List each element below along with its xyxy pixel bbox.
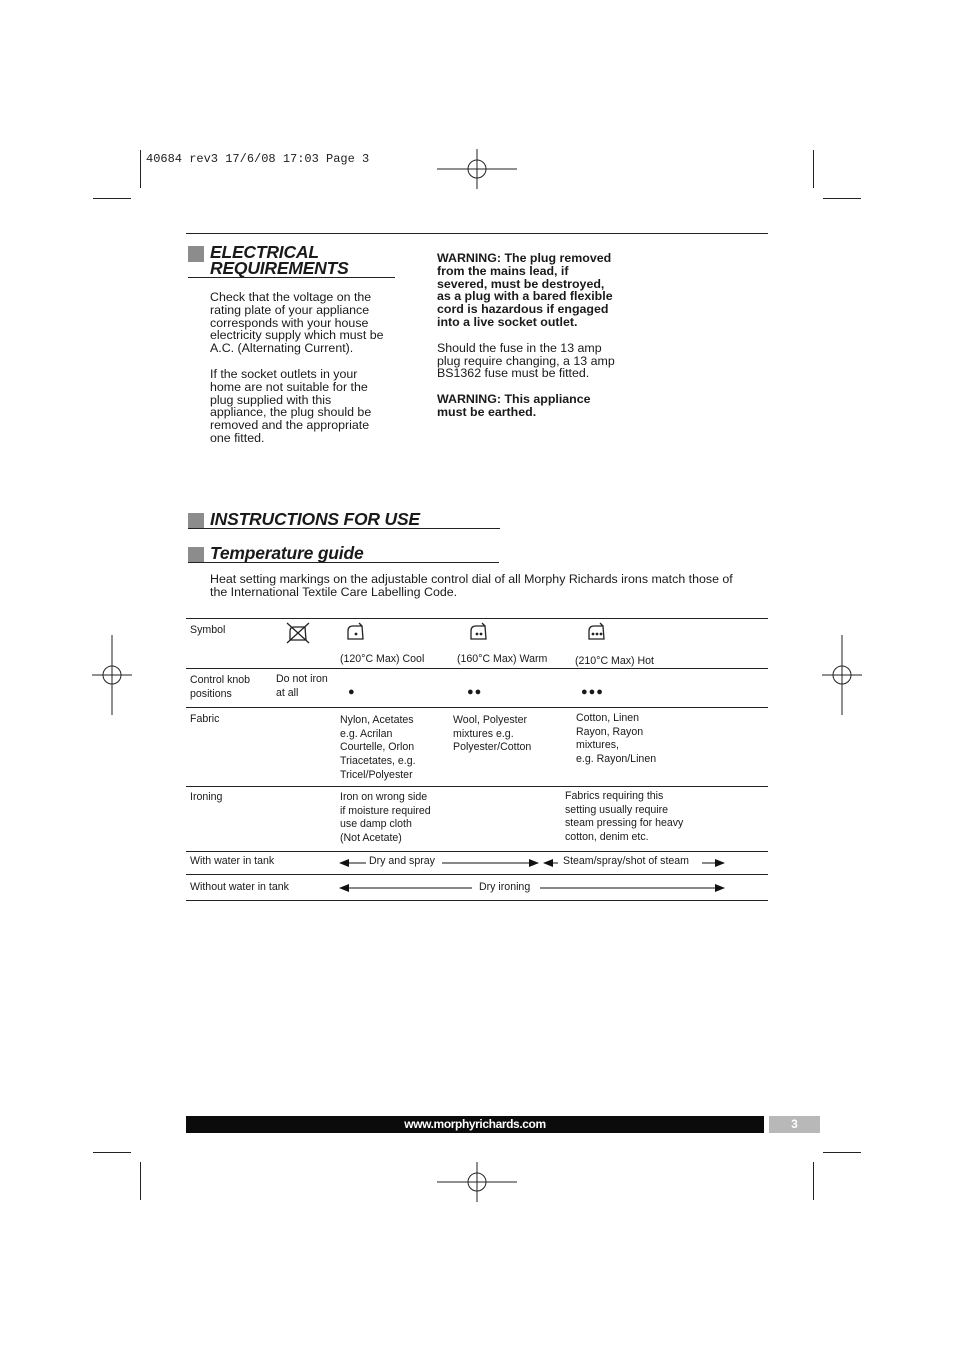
table-row [186,619,768,669]
electrical-heading [188,244,349,276]
fabric-warm: Wool, Polyester mixtures e.g. Polyester/Cotton [453,714,532,754]
registration-mark-icon [802,635,882,715]
heading-underline [188,277,395,278]
heading-square-icon [188,246,204,262]
table-row [186,852,768,875]
fabric-cool: Nylon, Acetates e.g. Acrilan Courtelle, Orlon Triacetates, e.g. Tricel/Polyester [340,714,416,781]
row-label: Ironing [190,791,223,804]
temp-caption: (210°C Max) Hot [575,654,655,667]
fuse-paragraph: Should the fuse in the 13 amp plug require changing, a 13 amp BS1362 fuse must be fitted. [437,340,615,381]
ironing-hot: Fabrics requiring this setting usually require steam pressing for heavy cotton, denim etc. [565,790,684,843]
temp-caption: (120°C Max) Cool [340,652,425,665]
row-label: Control knob positions [190,674,251,700]
row-label: Without water in tank [190,881,289,894]
knob-position-dots: ●●● [581,686,604,699]
crop-mark [823,1152,861,1153]
heading-line: INSTRUCTIONS FOR USE [210,509,420,529]
registration-mark-icon [437,1142,517,1222]
fabric-hot: Cotton, Linen Rayon, Rayon mixtures, e.g. Rayon/Linen [576,712,657,765]
heading-underline [188,528,500,529]
crop-mark [140,1162,141,1200]
earthed-warning: WARNING: This appliance must be earthed. [437,392,591,419]
do-not-iron-icon [286,621,310,645]
top-rule [186,233,768,234]
voltage-paragraph: Check that the voltage on the rating plate of your appliance corresponds with your house electricity supply which must be A.C. (Alternating Current). [210,290,384,356]
table-row [186,708,768,787]
table-row [186,669,768,708]
page-number: 3 [769,1116,820,1133]
row-label: Symbol [190,624,226,636]
knob-position-dots: ●● [467,686,483,699]
table-row [186,875,768,901]
electrical-body-left [210,291,400,458]
heading-line: Temperature guide [210,543,364,563]
temperature-guide-table [186,618,768,901]
dry-and-spray-label: Dry and spray [369,855,435,868]
crop-mark [93,198,131,199]
socket-paragraph: If the socket outlets in your home are not suitable for the plug supplied with this appliance, the plug should be removed and the appropriate one fitted. [210,366,372,445]
temperature-guide-heading [188,545,364,563]
iron-two-dots-icon [467,621,491,643]
row-label: Fabric [190,713,220,726]
range-arrows-icon [336,875,768,901]
row-label: With water in tank [190,855,275,868]
crop-mark [823,198,861,199]
heading-square-icon [188,513,204,529]
electrical-body-right [437,252,637,432]
crop-mark [140,150,141,188]
print-slug: 40684 rev3 17/6/08 17:03 Page 3 [146,152,370,166]
crop-mark [813,1162,814,1200]
temperature-intro: Heat setting markings on the adjustable control dial of all Morphy Richards irons match those of the International Textile Care Labelling Code. [210,572,733,599]
instructions-heading [188,511,420,529]
website-url: www.morphyrichards.com [404,1117,546,1131]
heading-underline [188,562,499,563]
ironing-cool: Iron on wrong side if moisture required use damp cloth (Not Acetate) [340,791,431,844]
plug-warning: WARNING: The plug removed from the mains lead, if severed, must be destroyed, as a plug with a bared flexible cord is hazardous if engaged into a live socket outlet. [437,251,613,329]
table-row [186,787,768,852]
crop-mark [813,150,814,188]
registration-mark-icon [72,635,152,715]
iron-one-dot-icon [344,621,368,643]
knob-position-dots: ● [348,686,356,699]
heading-line: REQUIREMENTS [210,258,349,278]
dry-ironing-label: Dry ironing [479,881,531,894]
iron-three-dots-icon [585,621,609,643]
heading-line: ELECTRICAL [210,242,319,262]
steam-spray-label: Steam/spray/shot of steam [563,855,690,868]
registration-mark-icon [437,129,517,209]
crop-mark [93,1152,131,1153]
temp-caption: (160°C Max) Warm [457,652,548,665]
do-not-iron-text: Do not iron at all [276,673,328,699]
heading-square-icon [188,547,204,563]
